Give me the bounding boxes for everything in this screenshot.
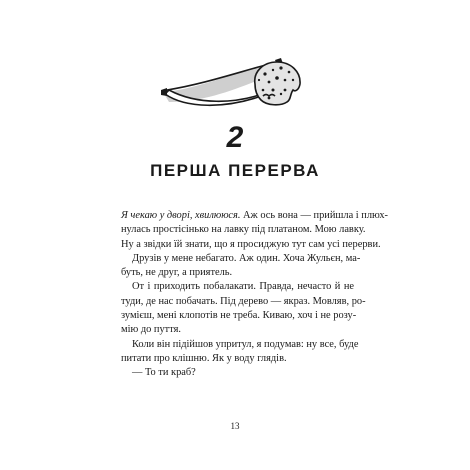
text-line-1-rest: Аж ось вона — прийшла і плюх- xyxy=(240,210,389,221)
text-line-9: мію до пуття. xyxy=(121,324,181,336)
cookie-shape xyxy=(255,62,300,105)
chapter-title: ПЕРША ПЕРЕРВА xyxy=(150,161,320,180)
text-line-11: питати про клішню. Як у воду глядів. xyxy=(121,352,287,364)
text-line-7: туди, де нас побачать. Під дерево — якраз. Мовляв, ро- xyxy=(121,295,366,307)
chapter-body xyxy=(121,209,389,381)
page-number: 13 xyxy=(230,421,240,431)
text-line-1-italic: Я чекаю у дворі, хвилююся. xyxy=(121,210,241,221)
banana-left-tip xyxy=(161,88,167,96)
text-line-3: Ну а звідки їй знати, що я просиджую тут сам усі перерви. xyxy=(121,238,381,250)
text-line-2: нулась простісінько на лавку під платаном. Мою лавку. xyxy=(121,224,366,236)
text-line-5: буть, не друг, а приятель. xyxy=(121,267,233,279)
text-line-1 xyxy=(121,209,389,223)
text-line-6: От і приходить побалакати. Правда, нечасто й не xyxy=(132,281,354,293)
text-line-10: Коли він підійшов упритул, я подумав: ну все, буде xyxy=(132,338,359,350)
chapter-number: 2 xyxy=(226,121,244,154)
text-line-8: зумієш, мені клопотів не треба. Киваю, хоч і не розу- xyxy=(121,310,357,322)
banana-cookie-illustration xyxy=(155,50,315,120)
text-line-12: — То ти краб? xyxy=(132,367,196,379)
text-line-4: Друзів у мене небагато. Аж один. Хоча Жульєн, ма- xyxy=(132,252,361,264)
